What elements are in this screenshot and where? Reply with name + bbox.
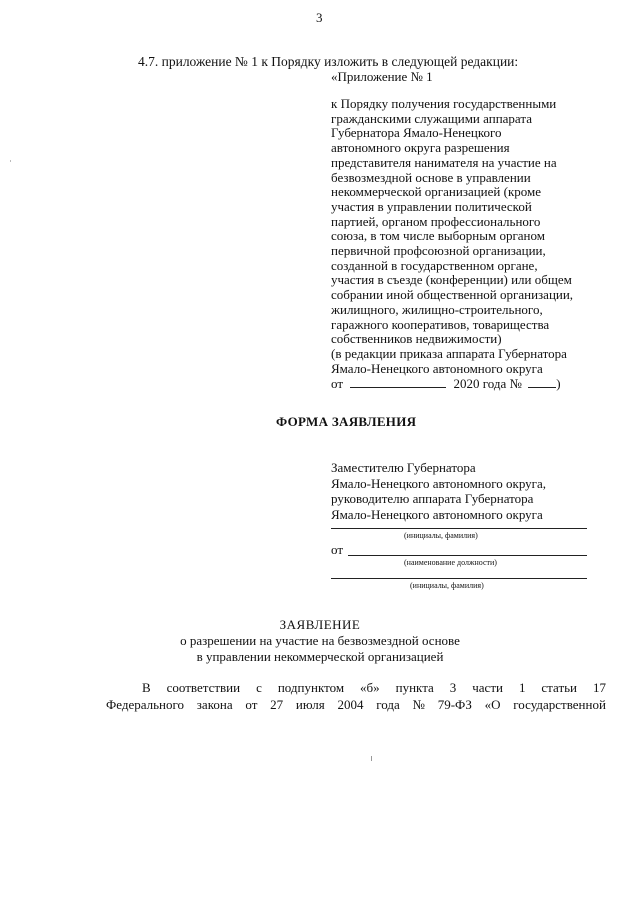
appendix-line: гражданскими служащими аппарата: [331, 110, 532, 126]
body-word: 17: [593, 680, 606, 695]
body-word: закона: [196, 697, 233, 712]
edition-middle: 2020 года №: [453, 376, 522, 392]
body-word: государственной: [513, 697, 606, 712]
scan-speck: [371, 756, 372, 761]
appendix-line: к Порядку получения государственными: [331, 96, 557, 111]
edition-date-line: [331, 376, 573, 392]
edition-number-blank: [528, 376, 556, 388]
body-word: части: [472, 680, 503, 695]
appendix-title: «Приложение № 1: [331, 69, 433, 84]
edition-prefix: от: [331, 376, 344, 392]
initials-caption: (инициалы, фамилия): [404, 531, 478, 540]
body-paragraph: [106, 680, 606, 712]
statement-title: ЗАЯВЛЕНИЕ: [279, 617, 361, 632]
appendix-line: Губернатора Ямало-Ненецкого: [331, 125, 502, 141]
addressee-line: Ямало-Ненецкого автономного округа,: [331, 475, 547, 491]
body-word: 79-ФЗ: [437, 697, 472, 712]
body-line-2: [106, 697, 606, 712]
appendix-line: (в редакции приказа аппарата Губернатора: [331, 345, 567, 361]
appendix-reference-block: [331, 97, 573, 392]
body-word: 2004: [337, 697, 364, 712]
initials-caption-2: (инициалы, фамилия): [410, 581, 484, 590]
appendix-line: безвозмездной основе в управлении: [331, 169, 531, 185]
body-word: июля: [295, 697, 325, 712]
appendix-line: первичной профсоюзной организации,: [331, 243, 546, 259]
body-word: Федерального: [106, 697, 185, 712]
appendix-line: участия в съезде (конференции) или общем: [331, 272, 572, 288]
body-word: В: [142, 680, 151, 695]
appendix-line: гаражного кооперативов, товарищества: [331, 316, 550, 332]
appendix-line: представителя нанимателя на участие на: [331, 154, 557, 170]
appendix-line: собственников недвижимости): [331, 331, 502, 347]
body-word: 3: [449, 680, 457, 695]
from-label: от: [331, 542, 344, 557]
body-word: «О: [484, 697, 501, 712]
body-word: 27: [270, 697, 284, 712]
appendix-line: партией, органом профессионального: [331, 213, 541, 229]
appendix-line: союза, в том числе выборным органом: [331, 228, 545, 244]
position-blank-line: [348, 555, 587, 556]
appendix-line: Ямало-Ненецкого автономного округа: [331, 360, 543, 376]
form-title: ФОРМА ЗАЯВЛЕНИЯ: [276, 414, 417, 429]
body-word: года: [376, 697, 400, 712]
body-line-1: [106, 680, 606, 695]
appendix-line: собрании иной общественной организации,: [331, 287, 574, 303]
position-caption: (наименование должности): [404, 558, 497, 567]
addressee-line: руководителю аппарата Губернатора: [331, 491, 534, 506]
intro-line: 4.7. приложение № 1 к Порядку изложить в следующей редакции:: [138, 54, 519, 69]
body-word: от: [245, 697, 258, 712]
body-word: с: [256, 680, 262, 695]
statement-subtitle: в управлении некоммерческой организацией: [196, 649, 444, 664]
addressee-line: Ямало-Ненецкого автономного округа: [331, 506, 543, 522]
initials-blank-line: [331, 528, 587, 529]
page-number: 3: [316, 10, 323, 25]
edition-date-blank: [350, 376, 446, 388]
body-word: «б»: [360, 680, 380, 695]
appendix-line: некоммерческой организацией (кроме: [331, 184, 542, 200]
appendix-line: жилищного, жилищно-строительного,: [331, 301, 543, 317]
statement-subtitle: о разрешении на участие на безвозмездной основе: [180, 633, 460, 648]
body-word: №: [412, 697, 425, 712]
appendix-line: участия в управлении политической: [331, 198, 532, 214]
body-word: соответствии: [166, 680, 241, 695]
edition-suffix: ): [556, 376, 561, 392]
body-word: пункта: [395, 680, 434, 695]
addressee-block: [331, 460, 546, 522]
appendix-line: созданной в государственном органе,: [331, 257, 538, 273]
appendix-line: автономного округа разрешения: [331, 140, 510, 156]
body-word: подпунктом: [277, 680, 345, 695]
scan-speck: [10, 160, 11, 162]
body-word: статьи: [541, 680, 578, 695]
body-word: 1: [518, 680, 526, 695]
initials-blank-line-2: [331, 578, 587, 579]
addressee-line: Заместителю Губернатора: [331, 460, 476, 475]
